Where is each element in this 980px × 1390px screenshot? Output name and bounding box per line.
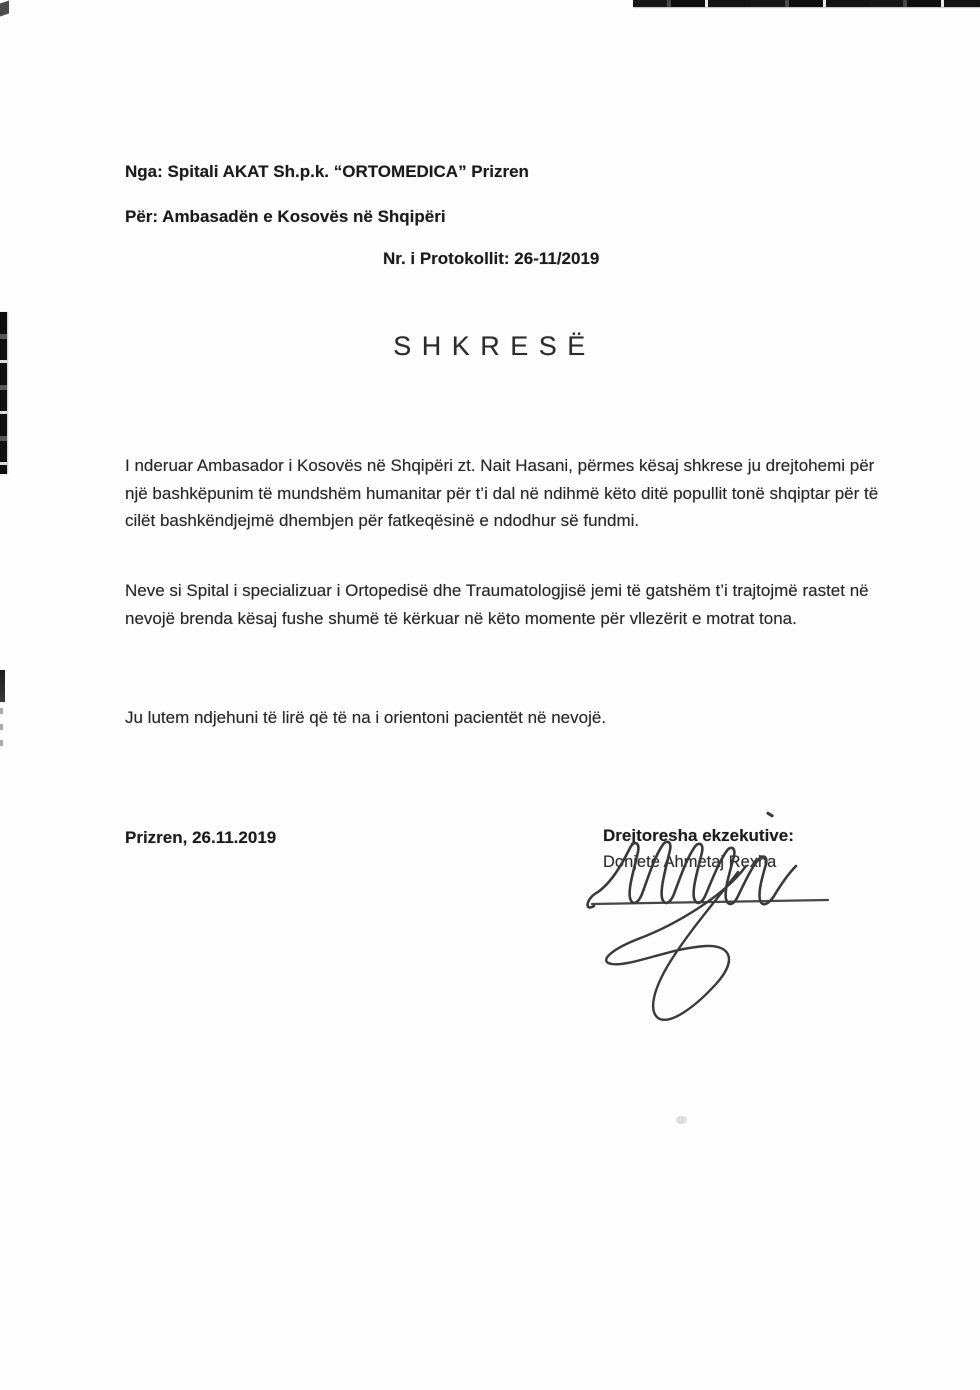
scan-smudge [676, 1116, 687, 1124]
scan-artifact-left-mark [0, 670, 5, 702]
scan-artifact-top-edge [633, 0, 980, 7]
handwritten-signature [578, 836, 878, 1036]
body-paragraph-3: Ju lutem ndjehuni të lirë që të na i orientoni pacientët në nevojë. [125, 708, 607, 727]
signatory-title: Drejtoresha ekzekutive: [603, 826, 794, 845]
signature-scribble [588, 842, 796, 908]
sender-line: Nga: Spitali AKAT Sh.p.k. “ORTOMEDICA” Prizren [125, 162, 529, 181]
body-paragraph-2: Neve si Spital i specializuar i Ortopedisë dhe Traumatologjisë jemi të gatshëm t’i trajtojmë rastet në nevojë brenda kësaj fushe shumë të kërkuar në këto momente për vllezërit e motrat tona. [125, 581, 874, 628]
protocol-number-line: Nr. i Protokollit: 26-11/2019 [383, 249, 600, 268]
scan-artifact-top-left-speck [0, 1, 9, 17]
body-paragraph-1: I nderuar Ambasador i Kosovës në Shqipëri zt. Nait Hasani, përmes kësaj shkrese ju drejtohemi për një bashkëpunim të mundshëm humanitar për t’i dal në ndihmë këto ditë popullit tonë shqiptar për të cilët bashkëndjejmë dhembjen për fatkeqësinë e ndodhur së fundmi. [125, 456, 883, 530]
recipient-line: Për: Ambasadën e Kosovës në Shqipëri [125, 207, 446, 226]
scan-speck-above-signature-title [766, 811, 774, 818]
letter-title: S H K R E S Ë [393, 331, 587, 361]
place-date-line: Prizren, 26.11.2019 [125, 828, 277, 847]
scan-artifact-left-ticks [0, 708, 3, 756]
signatory-name: Donjetë Ahmetaj Rexha [603, 853, 777, 871]
